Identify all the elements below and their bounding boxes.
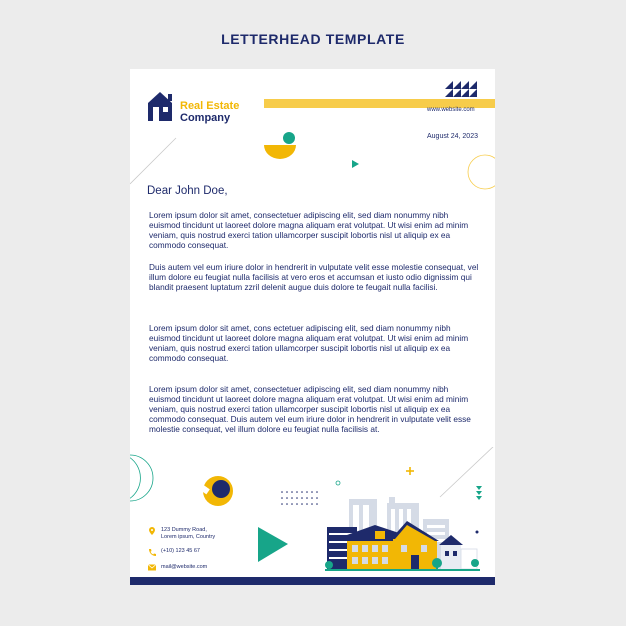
location-pin-icon <box>148 527 156 536</box>
city-buildings-illustration <box>325 497 480 577</box>
letter-date: August 24, 2023 <box>427 133 478 140</box>
greeting: Dear John Doe, <box>147 185 228 197</box>
triangle-pattern-icon <box>445 81 479 97</box>
email-address[interactable]: mail@website.com <box>161 564 208 570</box>
house-icon <box>148 91 176 121</box>
footer-bar <box>130 577 495 585</box>
address-line1: 123 Dummy Road, <box>161 527 207 533</box>
address <box>161 527 215 541</box>
body-paragraph-3: Lorem ipsum dolor sit amet, cons ectetuer adipiscing elit, sed diam nonummy nibh euismod tincidunt ut laoreet dolore magna aliquam erat volutpat. Ut wisi enim ad minim veniam, quis nostrud exerci tation ullamcorper suscipit lobortis nisl ut aliquip ex ea commodo consequat. <box>149 323 469 364</box>
company-name-line1: Real Estate <box>180 100 240 112</box>
website-link[interactable]: www.website.com <box>427 107 475 113</box>
body-paragraph-1: Lorem ipsum dolor sit amet, consectetuer adipiscing elit, sed diam nonummy nibh euismod tincidunt ut laoreet dolore magna aliquam erat volutpat. Ut wisi enim ad minim veniam, quis nostrud exerci tation ullamcorper suscipit lobortis nisl ut aliquip ex ea commodo consequat. <box>149 210 469 251</box>
letterhead-sheet <box>130 69 495 585</box>
body-paragraph-2: Duis autem vel eum iriure dolor in hendrerit in vulputate velit esse molestie consequat, vel illum dolore eu feugiat nulla facilisis at vero eros et accumsan et iusto odio dignissim qui blandit praesent luptatum zzril delenit augue duis dolore te feugait nulla facilisi. <box>149 262 479 293</box>
company-name-line2: Company <box>180 112 231 124</box>
phone-icon <box>148 548 156 556</box>
envelope-icon <box>148 564 156 571</box>
page-title: LETTERHEAD TEMPLATE <box>221 31 405 47</box>
body-paragraph-4: Lorem ipsum dolor sit amet, consectetuer adipiscing elit, sed diam nonummy nibh euismod tincidunt ut laoreet dolore magna aliquam erat volutpat. Ut wisi enim ad minim veniam, quis nostrud exerci tation ullamcorper suscipit lobortis nisl ut aliquip ex ea commodo consequat. Duis autem vel eum iriure dolor in hendrerit in vulputate velit esse molestie consequat, vel illum dolore eu feugiat nulla facilisis at. <box>149 384 471 435</box>
phone-number[interactable]: (+10) 123 45 67 <box>161 548 200 554</box>
address-line2: Lorem ipsum, Country <box>161 534 216 540</box>
company-name <box>180 100 239 124</box>
